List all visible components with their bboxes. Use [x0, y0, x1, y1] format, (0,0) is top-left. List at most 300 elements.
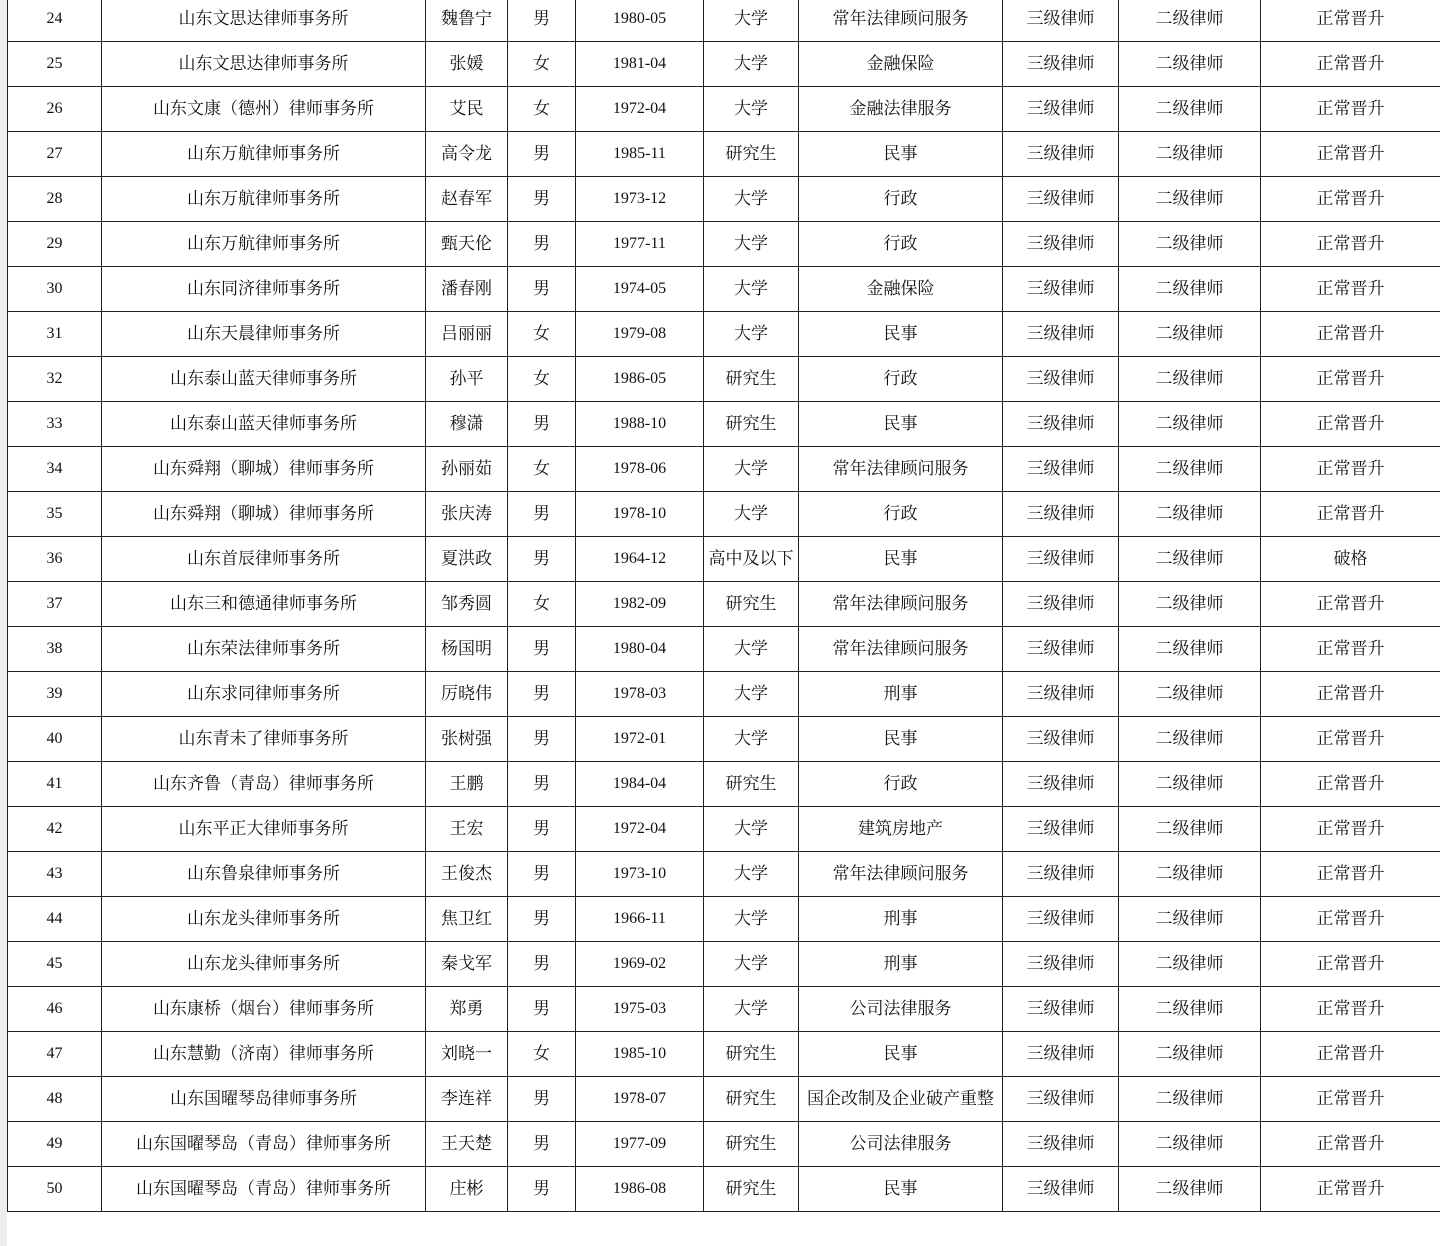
practice-field-text: 金融保险: [866, 279, 935, 299]
row-number-text: 37: [46, 595, 63, 612]
promotion-type-cell: [1261, 627, 1440, 672]
current-level-text: 三级律师: [1026, 1134, 1095, 1154]
lawyer-name-cell: [426, 402, 508, 447]
promotion-type-cell: [1261, 1122, 1440, 1167]
education-text: 大学: [734, 639, 768, 659]
law-firm-text: 山东齐鲁（青岛）律师事务所: [153, 774, 374, 794]
education-text: 大学: [734, 279, 768, 299]
lawyer-name-cell: [426, 312, 508, 357]
promotion-type-cell: [1261, 672, 1440, 717]
practice-field-text: 金融保险: [866, 54, 935, 74]
proposed-level-text: 二级律师: [1155, 1044, 1224, 1064]
row-number-text: 41: [46, 775, 63, 792]
gender-text: 男: [533, 414, 550, 434]
proposed-level-text: 二级律师: [1155, 999, 1224, 1019]
row-number-cell: [8, 447, 102, 492]
law-firm-cell: [102, 537, 426, 582]
law-firm-cell: [102, 807, 426, 852]
promotion-type-cell: [1261, 1077, 1440, 1122]
proposed-level-cell: [1119, 267, 1261, 312]
practice-field-text: 国企改制及企业破产重整: [807, 1089, 994, 1109]
proposed-level-text: 二级律师: [1155, 729, 1224, 749]
current-level-cell: [1003, 717, 1119, 762]
lawyer-name-text: 邹秀圆: [441, 594, 492, 614]
gender-text: 男: [533, 549, 550, 569]
practice-field-text: 金融法律服务: [849, 99, 952, 119]
practice-field-text: 行政: [883, 234, 918, 254]
gender-cell: [508, 627, 576, 672]
birth-date-text: 1980-05: [612, 10, 667, 27]
row-number-cell: [8, 672, 102, 717]
table-row: [8, 852, 1440, 897]
law-firm-text: 山东慧勤（济南）律师事务所: [153, 1044, 374, 1064]
lawyer-name-cell: [426, 492, 508, 537]
birth-date-text: 1980-04: [612, 640, 667, 657]
birth-date-text: 1977-09: [612, 1135, 667, 1152]
gender-cell: [508, 222, 576, 267]
current-level-cell: [1003, 897, 1119, 942]
current-level-text: 三级律师: [1026, 594, 1095, 614]
law-firm-text: 山东万航律师事务所: [187, 189, 340, 209]
lawyer-name-cell: [426, 177, 508, 222]
gender-text: 女: [533, 459, 550, 479]
row-number-cell: [8, 357, 102, 402]
practice-field-text: 行政: [883, 774, 918, 794]
lawyer-name-cell: [426, 582, 508, 627]
promotion-type-text: 正常晋升: [1316, 324, 1385, 344]
table-row: [8, 402, 1440, 447]
promotion-type-cell: [1261, 267, 1440, 312]
proposed-level-text: 二级律师: [1155, 1134, 1224, 1154]
promotion-type-text: 正常晋升: [1316, 999, 1385, 1019]
lawyer-name-text: 刘晓一: [441, 1044, 492, 1064]
law-firm-text: 山东国曜琴岛（青岛）律师事务所: [136, 1134, 391, 1154]
proposed-level-cell: [1119, 852, 1261, 897]
promotion-type-text: 正常晋升: [1316, 414, 1385, 434]
lawyer-name-cell: [426, 1077, 508, 1122]
education-cell: [704, 312, 799, 357]
lawyer-name-cell: [426, 132, 508, 177]
promotion-type-cell: [1261, 762, 1440, 807]
practice-field-text: 常年法律顾问服务: [832, 864, 969, 884]
gender-cell: [508, 132, 576, 177]
row-number-text: 39: [46, 685, 63, 702]
table-row: [8, 132, 1440, 177]
promotion-type-cell: [1261, 717, 1440, 762]
table-row: [8, 447, 1440, 492]
education-text: 大学: [734, 954, 768, 974]
education-text: 大学: [734, 684, 768, 704]
row-number-text: 42: [46, 820, 63, 837]
row-number-cell: [8, 42, 102, 87]
current-level-cell: [1003, 852, 1119, 897]
row-number-text: 46: [46, 1000, 63, 1017]
lawyer-name-text: 吕丽丽: [441, 324, 492, 344]
gender-text: 男: [533, 684, 550, 704]
table-row: [8, 0, 1440, 42]
row-number-cell: [8, 402, 102, 447]
promotion-type-text: 正常晋升: [1316, 99, 1385, 119]
current-level-cell: [1003, 357, 1119, 402]
education-text: 大学: [734, 504, 768, 524]
lawyer-name-text: 张媛: [449, 54, 484, 74]
gender-text: 女: [533, 54, 550, 74]
law-firm-text: 山东文思达律师事务所: [178, 54, 349, 74]
law-firm-text: 山东鲁泉律师事务所: [187, 864, 340, 884]
lawyer-name-cell: [426, 627, 508, 672]
gender-cell: [508, 87, 576, 132]
current-level-text: 三级律师: [1026, 189, 1095, 209]
gender-cell: [508, 852, 576, 897]
practice-field-text: 刑事: [883, 954, 918, 974]
lawyer-name-text: 张庆涛: [441, 504, 492, 524]
gender-text: 男: [533, 144, 550, 164]
gender-cell: [508, 1167, 576, 1212]
promotion-type-text: 正常晋升: [1316, 234, 1385, 254]
lawyer-name-cell: [426, 537, 508, 582]
education-text: 大学: [734, 9, 768, 29]
lawyer-name-text: 高令龙: [441, 144, 492, 164]
current-level-text: 三级律师: [1026, 369, 1095, 389]
promotion-type-text: 正常晋升: [1316, 594, 1385, 614]
gender-text: 男: [533, 234, 550, 254]
promotion-type-cell: [1261, 897, 1440, 942]
lawyer-promotion-table: [7, 0, 1440, 1212]
birth-date-cell: [576, 0, 704, 42]
law-firm-text: 山东泰山蓝天律师事务所: [170, 369, 357, 389]
gender-text: 男: [533, 9, 550, 29]
lawyer-name-cell: [426, 717, 508, 762]
law-firm-cell: [102, 852, 426, 897]
proposed-level-text: 二级律师: [1155, 99, 1224, 119]
practice-field-cell: [799, 537, 1003, 582]
birth-date-cell: [576, 672, 704, 717]
proposed-level-cell: [1119, 132, 1261, 177]
row-number-text: 45: [46, 955, 63, 972]
birth-date-cell: [576, 42, 704, 87]
birth-date-text: 1981-04: [612, 55, 667, 72]
row-number-cell: [8, 312, 102, 357]
lawyer-name-cell: [426, 42, 508, 87]
promotion-type-text: 正常晋升: [1316, 9, 1385, 29]
proposed-level-cell: [1119, 447, 1261, 492]
education-text: 研究生: [725, 1179, 777, 1199]
gender-cell: [508, 357, 576, 402]
practice-field-text: 行政: [883, 504, 918, 524]
proposed-level-cell: [1119, 492, 1261, 537]
practice-field-cell: [799, 852, 1003, 897]
promotion-type-text: 正常晋升: [1316, 819, 1385, 839]
lawyer-name-text: 魏鲁宁: [441, 9, 492, 29]
lawyer-name-cell: [426, 672, 508, 717]
education-text: 大学: [734, 909, 768, 929]
table-row: [8, 177, 1440, 222]
gender-cell: [508, 267, 576, 312]
promotion-type-text: 正常晋升: [1316, 639, 1385, 659]
education-text: 大学: [734, 999, 768, 1019]
practice-field-text: 行政: [883, 369, 918, 389]
row-number-text: 31: [46, 325, 63, 342]
current-level-cell: [1003, 447, 1119, 492]
current-level-text: 三级律师: [1026, 144, 1095, 164]
law-firm-text: 山东三和德通律师事务所: [170, 594, 357, 614]
birth-date-text: 1972-04: [612, 100, 667, 117]
proposed-level-cell: [1119, 1077, 1261, 1122]
birth-date-cell: [576, 1122, 704, 1167]
promotion-type-text: 正常晋升: [1316, 459, 1385, 479]
birth-date-cell: [576, 852, 704, 897]
practice-field-text: 常年法律顾问服务: [832, 459, 969, 479]
gender-cell: [508, 897, 576, 942]
lawyer-name-cell: [426, 897, 508, 942]
promotion-type-cell: [1261, 312, 1440, 357]
education-cell: [704, 672, 799, 717]
law-firm-cell: [102, 717, 426, 762]
practice-field-cell: [799, 1032, 1003, 1077]
law-firm-cell: [102, 897, 426, 942]
promotion-type-cell: [1261, 42, 1440, 87]
law-firm-text: 山东荣法律师事务所: [187, 639, 340, 659]
lawyer-name-cell: [426, 0, 508, 42]
practice-field-cell: [799, 1077, 1003, 1122]
proposed-level-cell: [1119, 42, 1261, 87]
education-cell: [704, 222, 799, 267]
birth-date-cell: [576, 492, 704, 537]
education-text: 大学: [734, 54, 768, 74]
promotion-type-cell: [1261, 402, 1440, 447]
birth-date-cell: [576, 762, 704, 807]
current-level-text: 三级律师: [1026, 909, 1095, 929]
practice-field-cell: [799, 897, 1003, 942]
row-number-text: 40: [46, 730, 63, 747]
gender-text: 女: [533, 369, 550, 389]
practice-field-cell: [799, 762, 1003, 807]
lawyer-name-text: 庄彬: [449, 1179, 484, 1199]
law-firm-cell: [102, 582, 426, 627]
lawyer-name-cell: [426, 357, 508, 402]
proposed-level-cell: [1119, 582, 1261, 627]
current-level-cell: [1003, 1167, 1119, 1212]
practice-field-cell: [799, 312, 1003, 357]
education-cell: [704, 807, 799, 852]
table-row: [8, 42, 1440, 87]
promotion-type-text: 正常晋升: [1316, 1044, 1385, 1064]
education-cell: [704, 852, 799, 897]
education-cell: [704, 1032, 799, 1077]
current-level-cell: [1003, 0, 1119, 42]
proposed-level-text: 二级律师: [1155, 189, 1224, 209]
row-number-text: 44: [46, 910, 63, 927]
table-row: [8, 1032, 1440, 1077]
current-level-cell: [1003, 492, 1119, 537]
gender-cell: [508, 582, 576, 627]
education-cell: [704, 177, 799, 222]
law-firm-cell: [102, 222, 426, 267]
promotion-type-text: 正常晋升: [1316, 1179, 1385, 1199]
birth-date-cell: [576, 627, 704, 672]
promotion-type-cell: [1261, 987, 1440, 1032]
current-level-cell: [1003, 132, 1119, 177]
birth-date-cell: [576, 132, 704, 177]
row-number-cell: [8, 87, 102, 132]
gender-cell: [508, 942, 576, 987]
birth-date-cell: [576, 447, 704, 492]
table-row: [8, 87, 1440, 132]
gender-text: 男: [533, 954, 550, 974]
row-number-text: 49: [46, 1135, 63, 1152]
table-row: [8, 267, 1440, 312]
table-row: [8, 807, 1440, 852]
education-cell: [704, 897, 799, 942]
law-firm-text: 山东泰山蓝天律师事务所: [170, 414, 357, 434]
current-level-text: 三级律师: [1026, 234, 1095, 254]
education-cell: [704, 942, 799, 987]
promotion-type-cell: [1261, 357, 1440, 402]
law-firm-cell: [102, 132, 426, 177]
education-cell: [704, 1122, 799, 1167]
table-row: [8, 627, 1440, 672]
law-firm-text: 山东文思达律师事务所: [178, 9, 349, 29]
gender-text: 男: [533, 279, 550, 299]
practice-field-text: 民事: [883, 549, 918, 569]
gender-cell: [508, 0, 576, 42]
table-body: [8, 0, 1440, 1212]
education-cell: [704, 0, 799, 42]
promotion-type-text: 正常晋升: [1316, 1134, 1385, 1154]
promotion-type-text: 正常晋升: [1316, 864, 1385, 884]
gender-cell: [508, 987, 576, 1032]
current-level-cell: [1003, 42, 1119, 87]
education-text: 大学: [734, 324, 768, 344]
law-firm-cell: [102, 762, 426, 807]
current-level-text: 三级律师: [1026, 459, 1095, 479]
row-number-cell: [8, 537, 102, 582]
birth-date-text: 1984-04: [612, 775, 667, 792]
education-cell: [704, 627, 799, 672]
proposed-level-text: 二级律师: [1155, 774, 1224, 794]
current-level-text: 三级律师: [1026, 414, 1095, 434]
proposed-level-text: 二级律师: [1155, 504, 1224, 524]
current-level-cell: [1003, 1032, 1119, 1077]
row-number-cell: [8, 1077, 102, 1122]
proposed-level-cell: [1119, 402, 1261, 447]
practice-field-cell: [799, 447, 1003, 492]
row-number-cell: [8, 132, 102, 177]
birth-date-cell: [576, 537, 704, 582]
row-number-text: 36: [46, 550, 63, 567]
lawyer-name-text: 孙丽茹: [441, 459, 492, 479]
row-number-text: 29: [46, 235, 63, 252]
lawyer-name-text: 焦卫红: [441, 909, 492, 929]
law-firm-text: 山东舜翔（聊城）律师事务所: [153, 504, 374, 524]
proposed-level-text: 二级律师: [1155, 819, 1224, 839]
proposed-level-text: 二级律师: [1155, 909, 1224, 929]
row-number-text: 27: [46, 145, 63, 162]
proposed-level-cell: [1119, 897, 1261, 942]
promotion-type-cell: [1261, 537, 1440, 582]
birth-date-cell: [576, 357, 704, 402]
practice-field-text: 行政: [883, 189, 918, 209]
law-firm-cell: [102, 1167, 426, 1212]
proposed-level-text: 二级律师: [1155, 549, 1224, 569]
table-row: [8, 672, 1440, 717]
education-cell: [704, 402, 799, 447]
practice-field-text: 公司法律服务: [849, 1134, 952, 1154]
practice-field-text: 常年法律顾问服务: [832, 639, 969, 659]
gender-text: 男: [533, 999, 550, 1019]
promotion-type-cell: [1261, 942, 1440, 987]
practice-field-cell: [799, 717, 1003, 762]
gender-cell: [508, 1077, 576, 1122]
education-cell: [704, 42, 799, 87]
birth-date-text: 1978-07: [612, 1090, 667, 1107]
law-firm-text: 山东龙头律师事务所: [187, 909, 340, 929]
table-row: [8, 987, 1440, 1032]
proposed-level-text: 二级律师: [1155, 324, 1224, 344]
row-number-text: 24: [46, 10, 63, 27]
proposed-level-cell: [1119, 807, 1261, 852]
gender-cell: [508, 42, 576, 87]
education-cell: [704, 987, 799, 1032]
proposed-level-cell: [1119, 1032, 1261, 1077]
law-firm-cell: [102, 267, 426, 312]
gender-cell: [508, 807, 576, 852]
law-firm-cell: [102, 402, 426, 447]
current-level-cell: [1003, 1077, 1119, 1122]
birth-date-text: 1977-11: [613, 235, 666, 252]
gender-cell: [508, 492, 576, 537]
practice-field-text: 民事: [883, 414, 918, 434]
promotion-type-cell: [1261, 807, 1440, 852]
proposed-level-text: 二级律师: [1155, 369, 1224, 389]
current-level-text: 三级律师: [1026, 729, 1095, 749]
lawyer-name-cell: [426, 852, 508, 897]
lawyer-name-cell: [426, 1122, 508, 1167]
law-firm-cell: [102, 357, 426, 402]
education-text: 大学: [734, 729, 768, 749]
law-firm-cell: [102, 177, 426, 222]
current-level-text: 三级律师: [1026, 1179, 1095, 1199]
law-firm-cell: [102, 627, 426, 672]
row-number-text: 30: [46, 280, 63, 297]
current-level-text: 三级律师: [1026, 999, 1095, 1019]
current-level-cell: [1003, 672, 1119, 717]
education-cell: [704, 1167, 799, 1212]
current-level-cell: [1003, 537, 1119, 582]
gender-text: 男: [533, 189, 550, 209]
current-level-cell: [1003, 987, 1119, 1032]
practice-field-cell: [799, 402, 1003, 447]
law-firm-cell: [102, 1077, 426, 1122]
law-firm-cell: [102, 672, 426, 717]
education-text: 研究生: [725, 1089, 777, 1109]
education-text: 大学: [734, 189, 768, 209]
current-level-cell: [1003, 807, 1119, 852]
practice-field-text: 刑事: [883, 909, 918, 929]
row-number-text: 50: [46, 1180, 63, 1197]
promotion-type-text: 正常晋升: [1316, 189, 1385, 209]
birth-date-cell: [576, 177, 704, 222]
promotion-type-cell: [1261, 582, 1440, 627]
birth-date-cell: [576, 987, 704, 1032]
education-text: 大学: [734, 234, 768, 254]
practice-field-cell: [799, 627, 1003, 672]
current-level-text: 三级律师: [1026, 639, 1095, 659]
education-text: 研究生: [725, 774, 777, 794]
lawyer-name-cell: [426, 1032, 508, 1077]
lawyer-name-text: 郑勇: [449, 999, 484, 1019]
current-level-text: 三级律师: [1026, 99, 1095, 119]
